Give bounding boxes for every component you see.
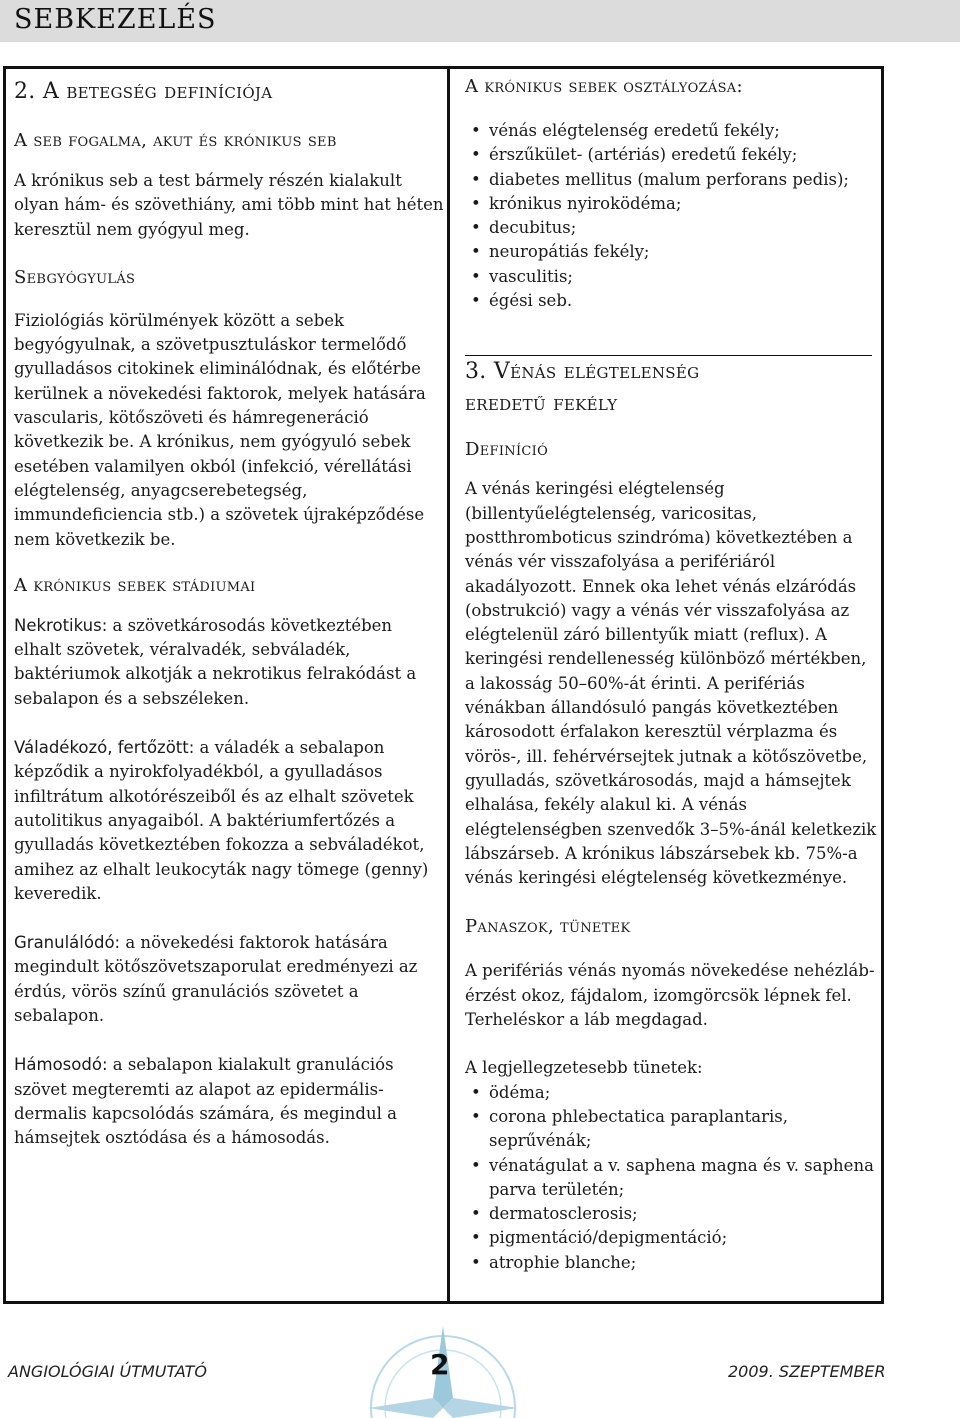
list-item: • atrophie blanche; [465,1251,880,1275]
symptoms-list [465,1081,880,1275]
stage-term: Nekrotikus: [14,615,108,635]
list-item: • diabetes mellitus (malum perforans pedis); [465,168,880,192]
list-item: • vénatágulat a v. saphena magna és v. saphena parva területén; [465,1154,880,1203]
stage-exudative [14,736,444,906]
paragraph-wound-healing: Fiziológiás körülmények között a sebek begyógyulnak, a szövetpusztuláskor termelődő gyulladásos citokinek eliminálódnak, és előtérbe kerülnek a növekedési faktorok, melyek hatására vascularis, kötőszöveti és hámregeneráció következik be. A krónikus, nem gyógyuló sebek esetében valamilyen okból (infekció, vérellátási elégtelenség, anyagcserebetegség, immundeficiencia stb.) a szövetek újraképződése nem következik be. [14,310,426,549]
subsection-title-wound-healing: Sebgyógyulás [14,266,136,288]
stage-epithelializing [14,1053,444,1150]
stage-text: a növekedési faktorok hatására megindult kötőszövetszaporulat eredményezi az érdús, vörös színű granulációs szövetet a sebalapon. [14,933,418,1026]
list-item: • érszűkület- (artériás) eredetű fekély; [465,143,880,167]
classification-list [465,119,880,313]
list-item: • corona phlebectatica paraplantaris, seprűvénák; [465,1105,880,1154]
section-title-3-line2: eredetű fekély [465,391,618,417]
page-header-title: SEBKEZELÉS [14,4,217,35]
stage-text: a szövetkárosodás következtében elhalt szövetek, véralvadék, sebváladék, baktériumok alkotják a nekrotikus felrakódást a sebalapon és a sebszéleken. [14,615,417,708]
section-title-3-line1: 3. Vénás elégtelenség [465,359,700,385]
subsection-title-stages: A krónikus sebek stádiumai [14,574,256,596]
paragraph-wound-definition: A krónikus seb a test bármely részén kialakult olyan hám- és szövethiány, ami több mint hat héten keresztül nem gyógyul meg. [14,171,444,239]
page-number: 2 [430,1348,450,1381]
section-rule [465,355,872,356]
symptoms-intro: A legjellegzetesebb tünetek: [465,1058,703,1078]
footer-right: 2009. SZEPTEMBER [728,1362,886,1381]
footer-left: ANGIOLÓGIAI ÚTMUTATÓ [8,1362,207,1381]
stage-granulating [14,931,444,1028]
stage-text: a sebalapon kialakult granulációs szövet megteremti az alapot az epidermális-dermalis kapcsolódás számára, és megindul a hámsejtek osztódása és a hámosodás. [14,1055,397,1148]
paragraph-definition: A vénás keringési elégtelenség (billentyűelégtelenség, varicositas, postthromboticus szindróma) következtében a vénás vér visszafolyása a perifériáról akadályozott. Ennek oka lehet vénás elzáródás (obstrukció) vagy a vénás vér visszafolyása az elégtelenül záró billentyűk miatt (reflux). A keringési rendellenesség különböző mértékben, a lakosság 50–60%-át érinti. A perifériás vénákban állandósuló pangás következtében károsodott érfalakon keresztül vérplazma és vörös-, ill. fehérvérsejtek jutnak a kötőszövetbe, gyulladás, szövetkárosodás, majd a hámsejtek elhalása, fekély alakul ki. A vénás elégtelenségben szenvedők 3–5%-ánál keletkezik lábszárseb. A krónikus lábszársebek kb. 75%-a vénás keringési elégtelenség következménye. [465,479,877,888]
section-title-2: 2. A betegség definíciója [14,79,273,104]
subsection-title-wound-concept: A seb fogalma, akut és krónikus seb [14,130,337,151]
list-item: • krónikus nyiroködéma; [465,192,880,216]
list-item: • pigmentáció/depigmentáció; [465,1226,880,1250]
stage-necrotic [14,614,444,711]
stage-text: a váladék a sebalapon képződik a nyirokfolyadékból, a gyulladásos infiltrátum alkotórészeiből és az elhalt szövetek autolitikus anyagaiból. A baktériumfertőzés a gyulladás következtében fokozza a sebváladékot, amihez az elhalt leukocyták nagy tömege (genny) keveredik. [14,738,429,903]
list-item: • ödéma; [465,1081,880,1105]
classification-title: A krónikus sebek osztályozása: [465,76,743,97]
symptoms-title: Panaszok, tünetek [465,916,631,938]
stage-term: Granulálódó: [14,933,121,953]
definition-title: Definíció [465,439,549,461]
stage-term: Hámosodó: [14,1055,108,1075]
left-column [14,66,444,1151]
list-item: • neuropátiás fekély; [465,240,880,264]
stage-term: Váladékozó, fertőzött: [14,738,195,758]
list-item: • égési seb. [465,289,880,313]
list-item: • dermatosclerosis; [465,1202,880,1226]
list-item: • vénás elégtelenség eredetű fekély; [465,119,880,143]
list-item: • vasculitis; [465,265,880,289]
right-column [465,66,880,1275]
column-divider [447,66,450,1304]
list-item: • decubitus; [465,216,880,240]
paragraph-symptoms: A perifériás vénás nyomás növekedése nehézláb-érzést okoz, fájdalom, izomgörcsök lépnek fel. Terheléskor a láb megdagad. [465,961,875,1030]
